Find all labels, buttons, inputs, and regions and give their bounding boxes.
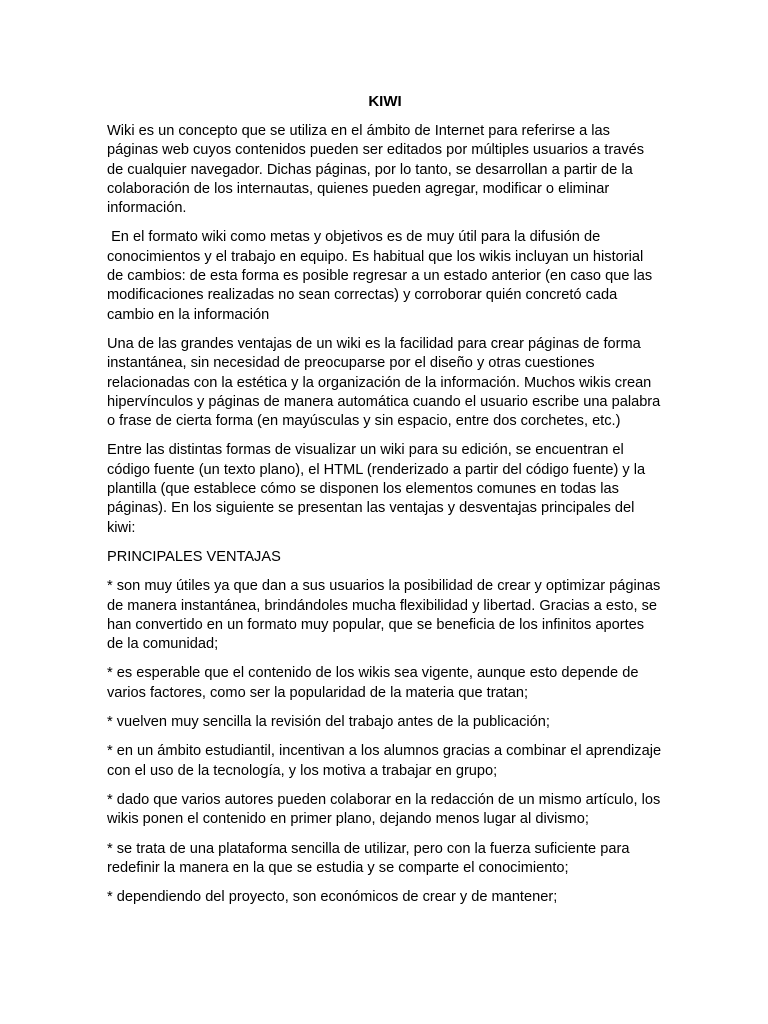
list-item: * dependiendo del proyecto, son económicos de crear y de mantener; [107,889,558,906]
list-item: * es esperable que el contenido de los wikis sea vigente, aunque esto depende de varios factores, como ser la popularidad de la materia que tratan; [107,665,639,701]
paragraph-wiki-format: En el formato wiki como metas y objetivos es de muy útil para la difusión de conocimientos y el trabajo en equipo. Es habitual que los wikis incluyan un historial de cambios: de esta forma es posible regresar a un estado anterior (en caso que las modificaciones realizadas no sean correctas) y corroborar quién concretó cada cambio en la información [107,229,657,323]
document-title: KIWI [368,93,402,110]
list-item: * son muy útiles ya que dan a sus usuarios la posibilidad de crear y optimizar páginas de manera instantánea, brindándoles mucha flexibilidad y libertad. Gracias a esto, se han convertido en un formato muy popular, que se beneficia de los infinitos aportes de la comunidad; [107,578,661,653]
list-item: * se trata de una plataforma sencilla de utilizar, pero con la fuerza suficiente para redefinir la manera en la que se estudia y se comparte el conocimiento; [107,840,630,876]
list-item: * en un ámbito estudiantil, incentivan a los alumnos gracias a combinar el aprendizaje con el uso de la tecnología, y los motiva a trabajar en grupo; [107,743,662,779]
list-item: * dado que varios autores pueden colaborar en la redacción de un mismo artículo, los wikis ponen el contenido en primer plano, dejando menos lugar al divismo; [107,791,661,828]
section-heading-advantages: PRINCIPALES VENTAJAS [107,548,281,565]
paragraph-wiki-advantages: Una de las grandes ventajas de un wiki es la facilidad para crear páginas de forma instantánea, sin necesidad de preocuparse por el diseño y otras cuestiones relacionadas con la estética y la organización de la información. Muchos wikis crean hipervínculos y páginas de manera automática cuando el usuario escribe una palabra o frase de cierta forma (en mayúsculas y sin espacio, entre dos corchetes, etc.) [107,335,665,430]
list-item: * vuelven muy sencilla la revisión del trabajo antes de la publicación; [107,714,550,731]
paragraph-wiki-definition: Wiki es un concepto que se utiliza en el ámbito de Internet para referirse a las páginas web cuyos contenidos pueden ser editados por múltiples usuarios a través de cualquier navegador. Dichas páginas, por lo tanto, se desarrollan a partir de la colaboración de los internautas, quienes pueden agregar, modificar o eliminar información. [107,123,649,217]
paragraph-wiki-visualization: Entre las distintas formas de visualizar un wiki para su edición, se encuentran el código fuente (un texto plano), el HTML (renderizado a partir del código fuente) y la plantilla (que establece cómo se disponen los elementos comunes en todas las páginas). En los siguiente se presentan las ventajas y desventajas principales del kiwi: [107,442,650,536]
document-page [107,92,663,917]
